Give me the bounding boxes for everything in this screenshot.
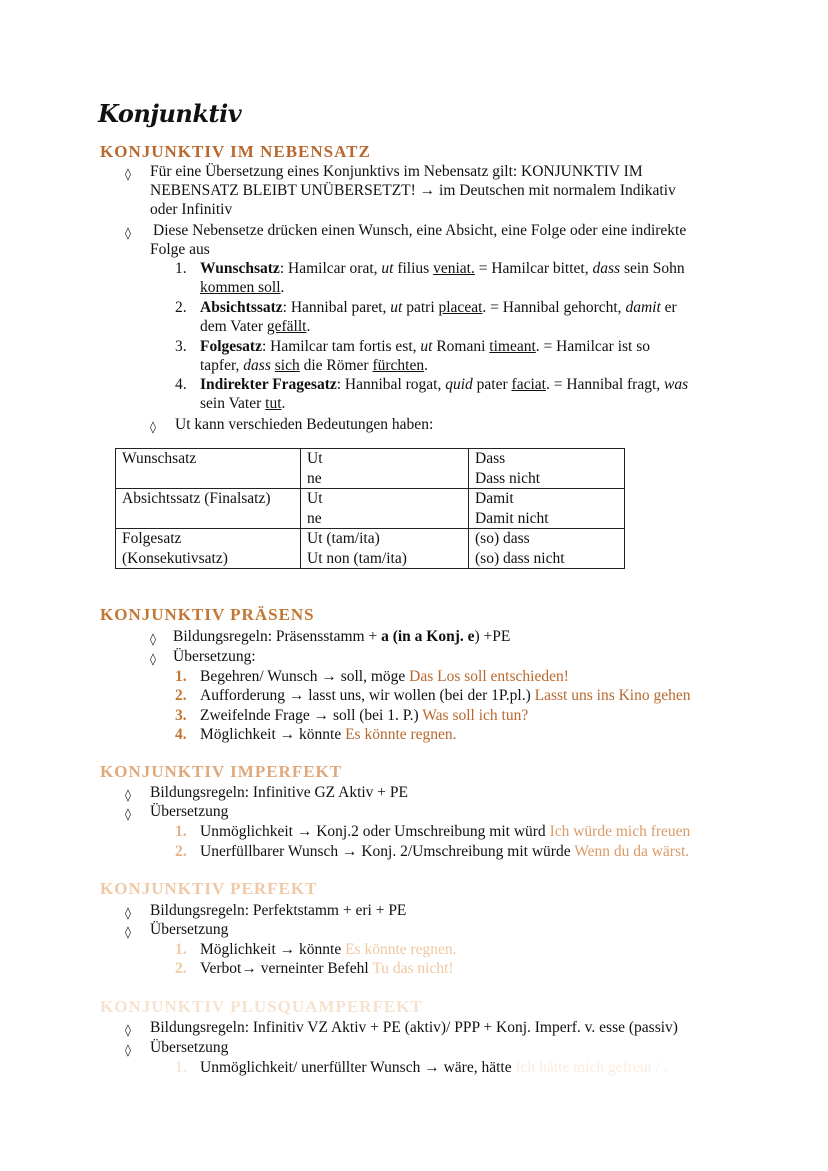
section-heading-nebensatz: KONJUNKTIV IM NEBENSATZ: [100, 142, 371, 161]
s2-item-2: Aufforderung → lasst uns, wir wollen (bei der 1P.pl.) Lasst uns ins Kino gehen: [200, 687, 691, 704]
s1-item-3-line2: tapfer, dass sich die Römer fürchten.: [200, 357, 428, 374]
bullet-icon: ◊: [125, 788, 131, 802]
bullet-icon: ◊: [150, 420, 156, 434]
s4-item-2: Verbot→ verneinter Befehl Tu das nicht!: [200, 960, 454, 977]
bullet-icon: ◊: [125, 226, 131, 240]
s2-item-3-num: 3.: [175, 707, 187, 724]
s3-b1: Bildungsregeln: Infinitive GZ Aktiv + PE: [150, 784, 409, 801]
s5-b1: Bildungsregeln: Infinitiv VZ Aktiv + PE (aktiv)/ PPP + Konj. Imperf. v. esse (passiv): [150, 1019, 678, 1036]
section-heading-praesens: KONJUNKTIV PRÄSENS: [100, 605, 315, 624]
s1-item-2-line2: dem Vater gefällt.: [200, 318, 311, 335]
bullet-icon: ◊: [125, 906, 131, 920]
s2-b2: Übersetzung:: [173, 648, 256, 665]
s1-item-4-line2: sein Vater tut.: [200, 395, 286, 412]
s3-item-2-num: 2.: [175, 843, 187, 860]
bullet-icon: ◊: [125, 1023, 131, 1037]
s2-b1: Bildungsregeln: Präsensstamm + a (in a Konj. e) +PE: [173, 628, 511, 645]
s1-b2-line1: Diese Nebensetze drücken einen Wunsch, eine Absicht, eine Folge oder eine indirekte: [153, 222, 687, 239]
bullet-icon: ◊: [125, 167, 131, 181]
s4-item-1-num: 1.: [175, 941, 187, 958]
s2-item-2-num: 2.: [175, 687, 187, 704]
s1-b2-line2: Folge aus: [150, 241, 210, 258]
s2-item-4: Möglichkeit → könnte Es könnte regnen.: [200, 726, 457, 743]
s4-b2: Übersetzung: [150, 921, 229, 938]
s1-item-1-text: Wunschsatz: Hamilcar orat, ut filius veniat. = Hamilcar bittet, dass sein Sohn: [200, 260, 685, 277]
s1-item-2-text: Absichtssatz: Hannibal paret, ut patri placeat. = Hannibal gehorcht, damit er: [200, 299, 677, 316]
ut-meanings-table: [115, 448, 625, 569]
table-row: [116, 449, 625, 489]
section-heading-imperfekt: KONJUNKTIV IMPERFEKT: [100, 762, 343, 781]
s4-b1: Bildungsregeln: Perfektstamm + eri + PE: [150, 902, 407, 919]
table-cell: Wunschsatz: [116, 449, 301, 489]
page-title: Konjunktiv: [98, 99, 242, 128]
s1-item-1: 1.: [175, 260, 187, 277]
table-cell: Dass Dass nicht: [469, 449, 625, 489]
s1-item-4: 4.: [175, 376, 187, 393]
s1-item-2: 2.: [175, 299, 187, 316]
s3-item-2: Unerfüllbarer Wunsch → Konj. 2/Umschreibung mit würde Wenn du da wärst.: [200, 843, 690, 860]
s2-item-1-num: 1.: [175, 668, 187, 685]
table-cell: Ut ne: [301, 489, 469, 529]
s3-b2: Übersetzung: [150, 803, 229, 820]
s2-item-3: Zweifelnde Frage → soll (bei 1. P.) Was soll ich tun?: [200, 707, 529, 724]
s3-item-1-num: 1.: [175, 823, 187, 840]
s1-b1-line2: NEBENSATZ BLEIBT UNÜBERSETZT! → im Deutschen mit normalem Indikativ: [150, 182, 676, 199]
bullet-icon: ◊: [125, 807, 131, 821]
s1-item-3-text: Folgesatz: Hamilcar tam fortis est, ut Romani timeant. = Hamilcar ist so: [200, 338, 651, 355]
s2-item-4-num: 4.: [175, 726, 187, 743]
s2-item-1: Begehren/ Wunsch → soll, möge Das Los soll entschieden!: [200, 668, 569, 685]
s5-item-1-num: 1.: [175, 1059, 187, 1076]
bullet-icon: ◊: [150, 652, 156, 666]
table-cell: (so) dass (so) dass nicht: [469, 529, 625, 569]
s3-item-1: Unmöglichkeit → Konj.2 oder Umschreibung mit würd Ich würde mich freuen: [200, 823, 691, 840]
table-cell: Ut ne: [301, 449, 469, 489]
s1-b1-line3: oder Infinitiv: [150, 201, 233, 218]
s1-item-3: 3.: [175, 338, 187, 355]
section-heading-perfekt: KONJUNKTIV PERFEKT: [100, 879, 318, 898]
bullet-icon: ◊: [150, 632, 156, 646]
table-cell: Folgesatz (Konsekutivsatz): [116, 529, 301, 569]
s5-b2: Übersetzung: [150, 1039, 229, 1056]
s5-item-1: Unmöglichkeit/ unerfüllter Wunsch → wäre, hätte Ich hätte mich gefreut / .: [200, 1059, 668, 1076]
bullet-icon: ◊: [125, 1043, 131, 1057]
s1-item-4-text: Indirekter Fragesatz: Hannibal rogat, quid pater faciat. = Hannibal fragt, was: [200, 376, 689, 393]
bullet-icon: ◊: [125, 925, 131, 939]
s1-b1-line1: Für eine Übersetzung eines Konjunktivs im Nebensatz gilt: KONJUNKTIV IM: [150, 163, 643, 180]
table-row: [116, 489, 625, 529]
section-heading-plusquamperfekt: KONJUNKTIV PLUSQUAMPERFEKT: [100, 997, 423, 1016]
table-row: [116, 529, 625, 569]
s1-b3: Ut kann verschieden Bedeutungen haben:: [175, 416, 434, 433]
table-cell: Damit Damit nicht: [469, 489, 625, 529]
table-cell: Absichtssatz (Finalsatz): [116, 489, 301, 529]
s1-item-1-line2: kommen soll.: [200, 279, 285, 296]
s4-item-2-num: 2.: [175, 960, 187, 977]
table-cell: Ut (tam/ita) Ut non (tam/ita): [301, 529, 469, 569]
s4-item-1: Möglichkeit → könnte Es könnte regnen.: [200, 941, 457, 958]
